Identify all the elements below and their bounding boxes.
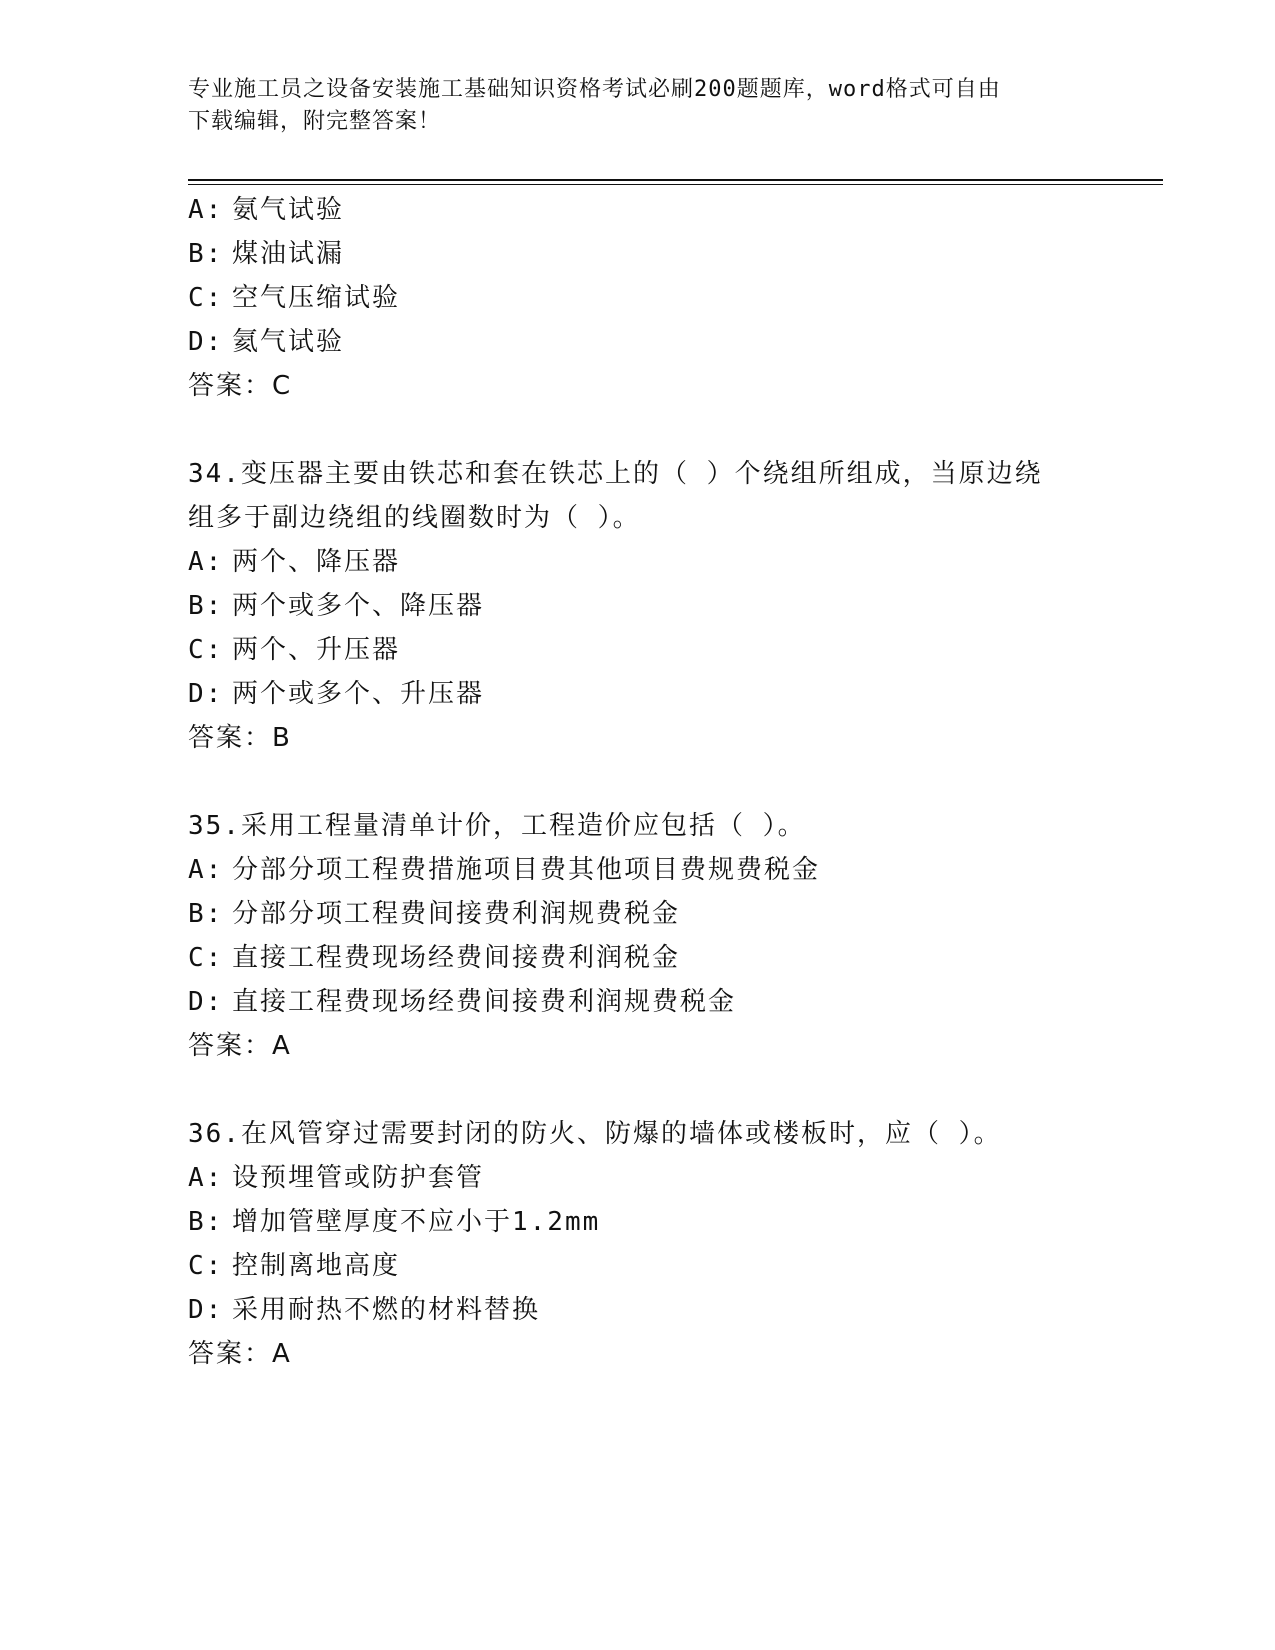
option-text: 两个、降压器 <box>232 547 401 577</box>
option-letter: A: <box>188 855 224 885</box>
q33-option-b <box>188 237 344 271</box>
option-letter: B: <box>188 239 224 269</box>
option-letter: A: <box>188 1163 224 1193</box>
option-letter: A: <box>188 195 224 225</box>
header-line-2: 下载编辑，附完整答案！ <box>188 109 442 134</box>
option-text: 氦气试验 <box>232 327 345 357</box>
option-letter: D: <box>188 987 224 1017</box>
q33-answer: 答案：C <box>188 371 293 401</box>
option-letter: A: <box>188 547 224 577</box>
q33-option-c <box>188 281 400 315</box>
option-text: 分部分项工程费措施项目费其他项目费规费税金 <box>232 855 821 885</box>
option-text: 两个、升压器 <box>232 635 401 665</box>
q34-stem-line-1: 34.变压器主要由铁芯和套在铁芯上的（ ）个绕组所组成，当原边绕 <box>188 459 1043 489</box>
q35-option-a <box>188 853 820 887</box>
q36-option-a <box>188 1161 484 1195</box>
q33-option-d <box>188 325 344 359</box>
q35-answer: 答案：A <box>188 1031 292 1061</box>
q35-option-d <box>188 985 736 1019</box>
option-text: 氨气试验 <box>232 195 345 225</box>
option-text: 设预埋管或防护套管 <box>232 1163 485 1193</box>
q34-option-d <box>188 677 484 711</box>
option-letter: D: <box>188 679 224 709</box>
q36-option-b <box>188 1205 600 1239</box>
q34-option-c <box>188 633 400 667</box>
q36-answer: 答案：A <box>188 1339 292 1369</box>
option-text: 直接工程费现场经费间接费利润规费税金 <box>232 987 737 1017</box>
q35-stem-line-1: 35.采用工程量清单计价，工程造价应包括（ ）。 <box>188 811 806 841</box>
header-divider-thin <box>188 184 1163 185</box>
q36-stem-line-1: 36.在风管穿过需要封闭的防火、防爆的墙体或楼板时，应（ ）。 <box>188 1119 1002 1149</box>
option-text: 两个或多个、降压器 <box>232 591 485 621</box>
q34-stem-line-2: 组多于副边绕组的线圈数时为（ ）。 <box>188 503 641 533</box>
option-text: 增加管壁厚度不应小于1.2mm <box>232 1207 601 1237</box>
option-letter: C: <box>188 1251 224 1281</box>
q33-option-a <box>188 193 344 227</box>
option-letter: D: <box>188 327 224 357</box>
option-text: 采用耐热不燃的材料替换 <box>232 1295 541 1325</box>
q36-option-d <box>188 1293 540 1327</box>
q34-option-b <box>188 589 484 623</box>
header-divider-thick <box>188 179 1163 181</box>
option-text: 分部分项工程费间接费利润规费税金 <box>232 899 681 929</box>
option-text: 两个或多个、升压器 <box>232 679 485 709</box>
option-text: 直接工程费现场经费间接费利润税金 <box>232 943 681 973</box>
option-letter: C: <box>188 283 224 313</box>
option-letter: B: <box>188 899 224 929</box>
option-letter: C: <box>188 943 224 973</box>
q36-option-c <box>188 1249 400 1283</box>
option-letter: C: <box>188 635 224 665</box>
option-letter: B: <box>188 591 224 621</box>
option-letter: D: <box>188 1295 224 1325</box>
option-letter: B: <box>188 1207 224 1237</box>
option-text: 空气压缩试验 <box>232 283 401 313</box>
q34-answer: 答案：B <box>188 723 292 753</box>
option-text: 控制离地高度 <box>232 1251 401 1281</box>
header-line-1: 专业施工员之设备安装施工基础知识资格考试必刷200题题库，word格式可自由 <box>188 77 1001 102</box>
q35-option-b <box>188 897 680 931</box>
option-text: 煤油试漏 <box>232 239 345 269</box>
q34-option-a <box>188 545 400 579</box>
document-header <box>188 74 1088 138</box>
q35-option-c <box>188 941 680 975</box>
